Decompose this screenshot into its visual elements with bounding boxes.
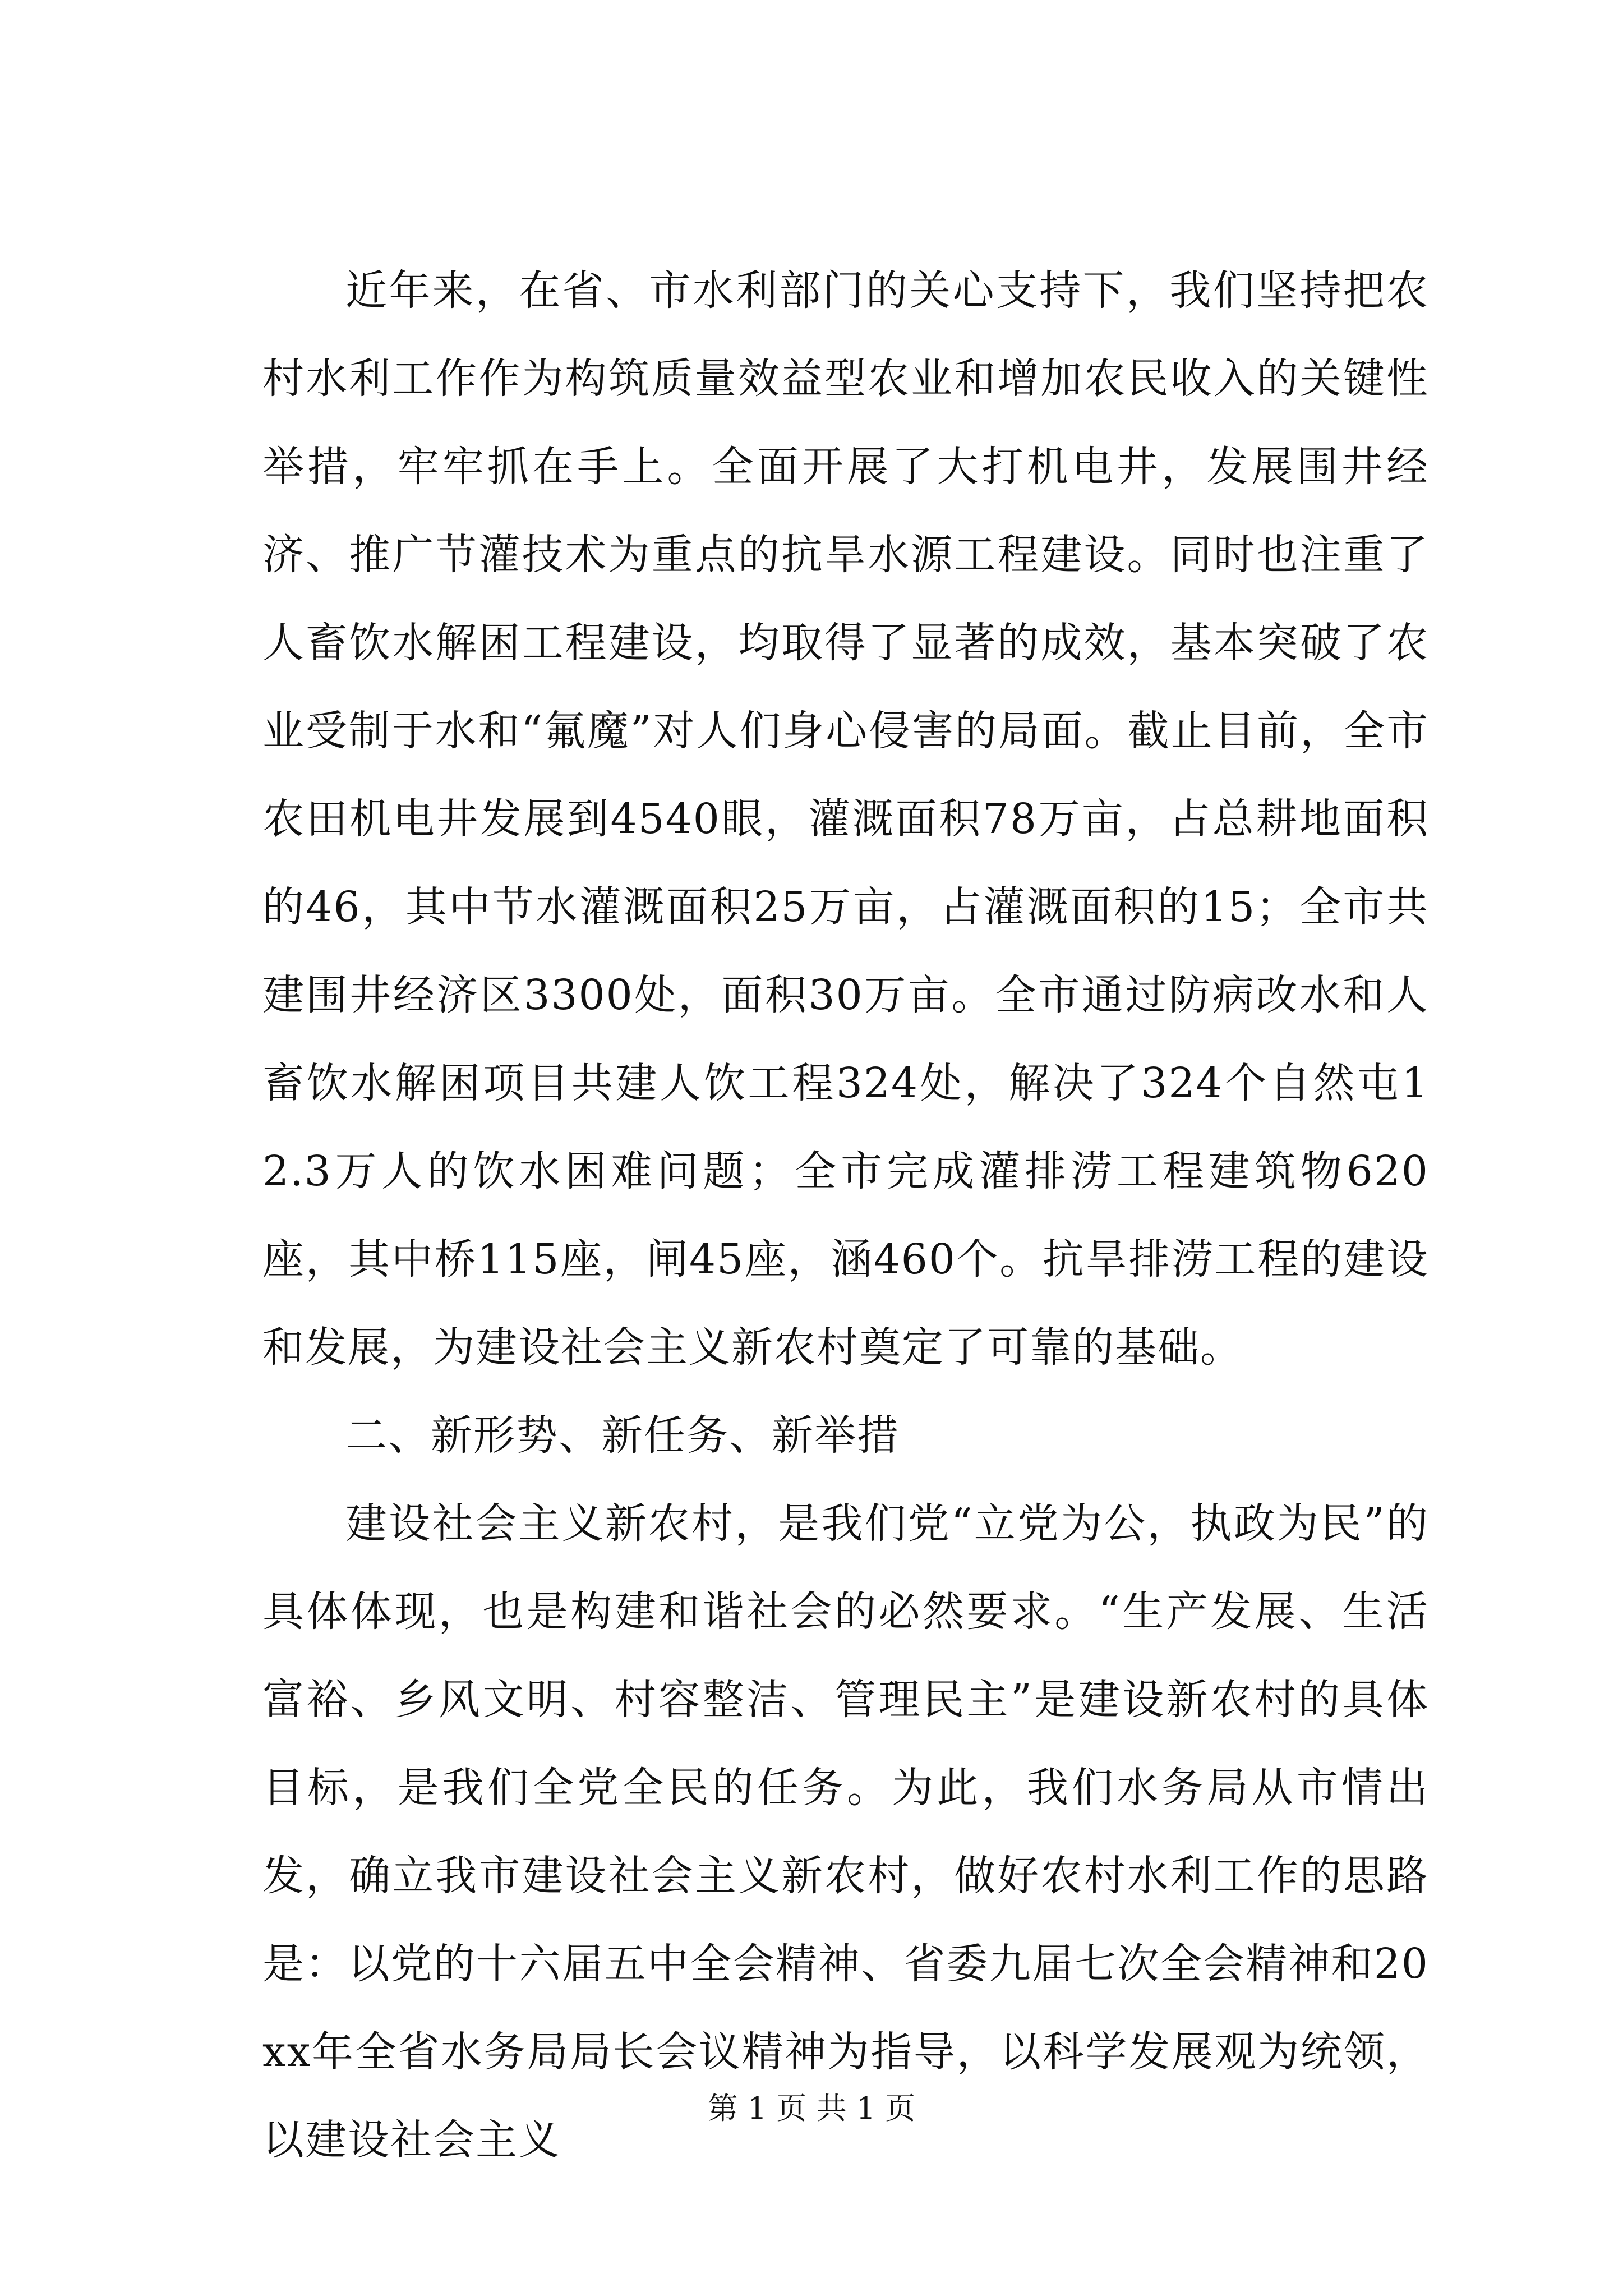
section-heading: 二、新形势、新任务、新举措 bbox=[345, 1411, 900, 1460]
document-body bbox=[262, 247, 1429, 2184]
paragraph-new-rural: 建设社会主义新农村，是我们党“立党为公，执政为民”的具体体现，也是构建和谐社会的必然要求。“生产发展、生活富裕、乡风文明、村容整洁、管理民主”是建设新农村的具体目标，是我们全党全民的任务。为此，我们水务局从市情出发，确立我市建设社会主义新农村，做好农村水利工作的思路是：以党的十六届五中全会精神、省委九届七次全会精神和20xx年全省水务局局长会议精神为指导，以科学发展观为统领，以建设社会主义 bbox=[262, 1499, 1429, 2164]
page-footer: 第 1 页 共 1 页 bbox=[707, 2091, 916, 2126]
paragraph-achievements: 近年来，在省、市水利部门的关心支持下，我们坚持把农村水利工作作为构筑质量效益型农业和增加农民收入的关键性举措，牢牢抓在手上。全面开展了大打机电井，发展围井经济、推广节灌技术为重点的抗旱水源工程建设。同时也注重了人畜饮水解困工程建设，均取得了显著的成效，基本突破了农业受制于水和“氟魔”对人们身心侵害的局面。截止目前，全市农田机电井发展到4540眼，灌溉面积78万亩，占总耕地面积的46，其中节水灌溉面积25万亩，占灌溉面积的15；全市共建围井经济区3300处，面积30万亩。全市通过防病改水和人畜饮水解困项目共建人饮工程324处，解决了324个自然屯12.3万人的饮水困难问题；全市完成灌排涝工程建筑物620座，其中桥115座，闸45座，涵460个。抗旱排涝工程的建设和发展，为建设社会主义新农村奠定了可靠的基础。 bbox=[262, 266, 1429, 1372]
